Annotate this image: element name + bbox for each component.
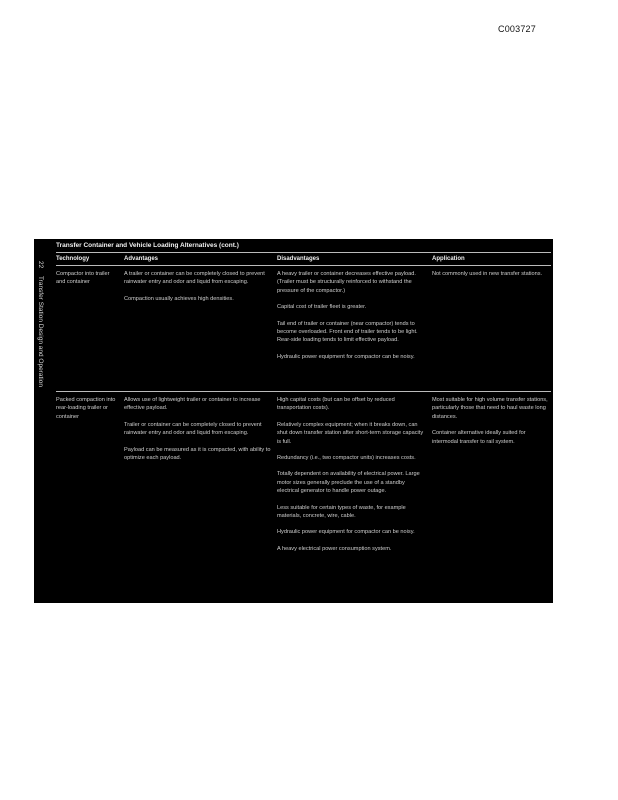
table-title: Transfer Container and Vehicle Loading Alternatives (cont.)	[56, 242, 239, 249]
disadvantage-item: A heavy electrical power consumption system.	[277, 545, 392, 552]
disadvantage-item: Relatively complex equipment; when it breaks down, can shut down transfer station after short-term storage capacity is full.	[277, 421, 424, 445]
disadvantage-item: Tail end of trailer or container (near compactor) tends to become overloaded. Front end of trailer tends to be light. Rear-side loading tends to limit effective payload.	[277, 320, 418, 344]
header-advantages: Advantages	[124, 256, 159, 262]
advantage-item: Compaction usually achieves high densities.	[124, 295, 234, 302]
advantage-item: Trailer or container can be completely closed to prevent rainwater entry and odor and liquid from escaping.	[124, 421, 262, 437]
advantage-item: Allows use of lightweight trailer or container to increase effective payload.	[124, 397, 261, 412]
advantage-item: Payload can be measured as it is compacted, with ability to optimize each payload.	[124, 446, 271, 462]
application-item: Container alternative ideally suited for intermodal transfer to rail system.	[432, 430, 526, 445]
side-label	[34, 239, 54, 603]
disadvantage-item: Capital cost of trailer fleet is greater.	[277, 304, 367, 311]
application-cell	[432, 266, 551, 391]
advantages-cell	[124, 266, 277, 391]
disadvantage-item: Less suitable for certain types of waste, for example materials, concrete, wire, cable.	[277, 504, 406, 520]
table-header	[56, 253, 551, 265]
table-row	[56, 392, 551, 588]
side-label-text: Transfer Station Design and Operation	[37, 275, 44, 387]
application-item: Most suitable for high volume transfer stations, particularly those that need to haul waste long distances.	[432, 397, 548, 420]
advantage-item: A trailer or container can be completely closed to prevent rainwater entry and odor and liquid from escaping.	[124, 271, 265, 286]
disadvantages-cell	[277, 266, 432, 391]
header-technology: Technology	[56, 256, 90, 262]
header-disadvantages: Disadvantages	[277, 256, 320, 262]
disadvantage-item: A heavy trailer or container decreases effective payload. (Trailer must be structurally reinforced to withstand the pressure of the compactor.)	[277, 271, 416, 294]
technology-text: Compactor into trailer and container	[56, 271, 110, 286]
disadvantages-cell	[277, 392, 432, 588]
technology-cell	[56, 392, 124, 588]
table-panel	[34, 239, 553, 603]
application-item: Not commonly used in new transfer stations.	[432, 271, 543, 277]
advantages-cell	[124, 392, 277, 588]
disadvantage-item: Hydraulic power equipment for compactor can be noisy.	[277, 353, 415, 360]
application-cell	[432, 392, 551, 588]
technology-text: Packed compaction into rear-loading trailer or container	[56, 397, 116, 420]
table-row	[56, 266, 551, 391]
technology-cell	[56, 266, 124, 391]
header-application: Application	[432, 256, 465, 262]
disadvantage-item: Hydraulic power equipment for compactor can be noisy.	[277, 529, 415, 536]
disadvantage-item: Totally dependent on availability of electrical power. Large motor sizes generally preclude the use of a standby electrical generator to handle power outage.	[277, 471, 420, 495]
document-id: C003727	[498, 24, 536, 34]
disadvantage-item: Redundancy (i.e., two compactor units) increases costs.	[277, 455, 416, 462]
alternatives-table	[56, 239, 551, 603]
page-number: 22	[37, 261, 44, 269]
disadvantage-item: High capital costs (but can be offset by reduced transportation costs).	[277, 397, 395, 412]
